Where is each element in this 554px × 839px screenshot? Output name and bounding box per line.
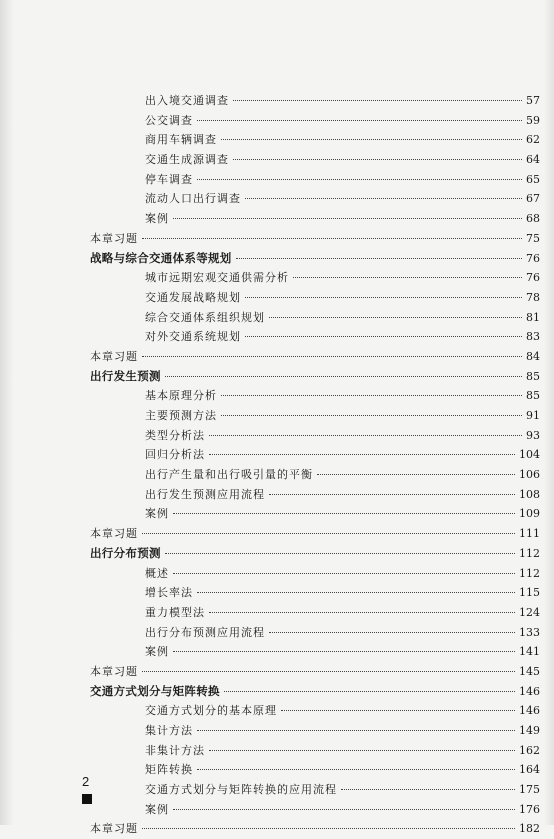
toc-entry-page: 149 <box>519 724 540 737</box>
toc-leader-dots <box>233 159 522 160</box>
toc-leader-dots <box>197 120 522 121</box>
toc-entry-section <box>78 111 540 131</box>
toc-entry-title: 城市远期宏观交通供需分析 <box>145 271 289 285</box>
toc-entry-title: 基本原理分析 <box>145 389 217 403</box>
toc-entry-page: 75 <box>526 231 540 245</box>
toc-entry-page: 145 <box>519 664 540 678</box>
toc-entry-section <box>78 170 540 190</box>
toc-entry-section <box>78 760 540 780</box>
toc-entry-title: 类型分析法 <box>145 428 205 442</box>
toc-leader-dots <box>165 376 522 377</box>
toc-leader-dots <box>233 100 522 101</box>
toc-entry-page: 68 <box>526 212 540 226</box>
toc-entry-page: 104 <box>519 448 540 462</box>
toc-leader-dots <box>197 769 515 770</box>
toc-entry-page: 78 <box>526 290 540 304</box>
toc-leader-dots <box>173 573 515 574</box>
toc-entry-section <box>78 642 540 662</box>
toc-leader-dots <box>165 553 515 554</box>
toc-entry-title: 交通发展战略规划 <box>145 290 241 304</box>
toc-entry-title: 非集计方法 <box>145 743 205 757</box>
toc-entry-title: 本章习题 <box>90 527 138 541</box>
toc-leader-dots <box>173 651 515 652</box>
toc-entry-section <box>78 780 540 800</box>
toc-leader-dots <box>173 513 515 514</box>
toc-entry-page: 67 <box>526 192 540 206</box>
toc-entry-chapter <box>78 544 540 564</box>
toc-leader-dots <box>209 435 522 436</box>
toc-entry-page: 65 <box>526 172 540 186</box>
toc-entry-title: 停车调查 <box>145 172 193 186</box>
toc-entry-page: 164 <box>519 763 540 777</box>
toc-entry-title: 本章习题 <box>90 349 138 363</box>
toc-entry-section <box>78 800 540 820</box>
toc-entry-chapter <box>78 682 540 702</box>
toc-entry-exercise <box>78 662 540 682</box>
toc-entry-section <box>78 386 540 406</box>
toc-entry-section <box>78 485 540 505</box>
toc-leader-dots <box>209 612 515 613</box>
toc-entry-page: 83 <box>526 330 540 344</box>
toc-entry-page: 176 <box>519 802 540 816</box>
toc-entry-title: 战略与综合交通体系等规划 <box>90 250 232 265</box>
toc-leader-dots <box>197 730 515 731</box>
toc-leader-dots <box>317 474 515 475</box>
toc-entry-title: 交通方式划分与矩阵转换 <box>90 683 220 698</box>
toc-leader-dots <box>142 356 522 357</box>
toc-entry-title: 重力模型法 <box>145 605 205 619</box>
toc-leader-dots <box>142 671 515 672</box>
toc-entry-page: 111 <box>519 527 540 541</box>
toc-leader-dots <box>209 454 515 455</box>
toc-entry-section <box>78 130 540 150</box>
toc-entry-section <box>78 268 540 288</box>
table-of-contents <box>78 91 540 839</box>
page-marker-square <box>82 794 92 804</box>
toc-entry-title: 出入境交通调查 <box>145 94 229 107</box>
toc-entry-title: 出行分布预测应用流程 <box>145 625 265 639</box>
toc-entry-section <box>78 406 540 426</box>
toc-entry-page: 76 <box>526 271 540 285</box>
toc-entry-page: 81 <box>526 310 540 324</box>
toc-entry-title: 对外交通系统规划 <box>145 330 241 344</box>
toc-entry-page: 64 <box>526 153 540 167</box>
toc-leader-dots <box>142 533 515 534</box>
toc-entry-title: 矩阵转换 <box>145 763 193 777</box>
toc-leader-dots <box>341 789 515 790</box>
toc-entry-title: 主要预测方法 <box>145 409 217 422</box>
toc-entry-chapter <box>78 367 540 387</box>
toc-entry-title: 公交调查 <box>145 113 193 127</box>
toc-leader-dots <box>221 395 522 396</box>
toc-entry-page: 146 <box>519 704 540 718</box>
page-shadow-left <box>0 0 14 825</box>
toc-leader-dots <box>197 592 515 593</box>
toc-entry-section <box>78 465 540 485</box>
toc-entry-title: 案例 <box>145 802 169 816</box>
toc-entry-title: 出行分布预测 <box>90 545 161 560</box>
toc-entry-page: 124 <box>519 605 540 619</box>
toc-entry-title: 交通生成源调查 <box>145 153 229 167</box>
toc-leader-dots <box>221 415 522 416</box>
toc-entry-section <box>78 721 540 741</box>
toc-entry-page: 146 <box>519 684 540 698</box>
toc-entry-page: 175 <box>519 783 540 797</box>
toc-leader-dots <box>236 258 522 259</box>
toc-entry-section <box>78 426 540 446</box>
toc-entry-section <box>78 445 540 465</box>
toc-entry-exercise <box>78 819 540 839</box>
toc-entry-title: 概述 <box>145 566 169 580</box>
page-number: 2 <box>82 774 90 789</box>
toc-entry-section <box>78 189 540 209</box>
toc-entry-page: 108 <box>519 487 540 501</box>
toc-entry-section <box>78 701 540 721</box>
toc-entry-page: 85 <box>526 369 540 383</box>
toc-entry-title: 出行发生预测应用流程 <box>145 487 265 501</box>
toc-leader-dots <box>197 179 522 180</box>
toc-entry-section <box>78 327 540 347</box>
toc-entry-exercise <box>78 524 540 544</box>
toc-entry-title: 案例 <box>145 212 169 226</box>
toc-entry-page: 106 <box>519 468 540 482</box>
toc-entry-chapter <box>78 249 540 269</box>
toc-entry-title: 商用车辆调查 <box>145 133 217 147</box>
toc-entry-exercise <box>78 347 540 367</box>
toc-entry-section <box>78 308 540 328</box>
toc-entry-section <box>78 209 540 229</box>
toc-entry-title: 交通方式划分的基本原理 <box>145 704 277 718</box>
toc-entry-title: 综合交通体系组织规划 <box>145 310 265 324</box>
toc-leader-dots <box>281 710 515 711</box>
toc-entry-title: 出行发生预测 <box>90 368 161 383</box>
toc-leader-dots <box>269 494 515 495</box>
toc-leader-dots <box>293 277 522 278</box>
toc-entry-section <box>78 91 540 111</box>
toc-entry-section <box>78 623 540 643</box>
toc-entry-page: 62 <box>526 133 540 147</box>
toc-entry-page: 162 <box>519 743 540 757</box>
toc-entry-page: 109 <box>519 507 540 521</box>
toc-entry-title: 流动人口出行调查 <box>145 192 241 206</box>
toc-leader-dots <box>245 297 522 298</box>
toc-entry-section <box>78 741 540 761</box>
toc-entry-section <box>78 564 540 584</box>
toc-entry-page: 93 <box>526 428 540 442</box>
toc-leader-dots <box>269 317 522 318</box>
toc-entry-title: 本章习题 <box>90 664 138 678</box>
toc-entry-page: 57 <box>526 94 540 107</box>
toc-entry-page: 115 <box>519 586 540 600</box>
toc-entry-title: 案例 <box>145 507 169 521</box>
toc-entry-title: 增长率法 <box>145 586 193 600</box>
toc-leader-dots <box>245 198 522 199</box>
toc-leader-dots <box>269 632 515 633</box>
toc-entry-title: 本章习题 <box>90 231 138 245</box>
toc-leader-dots <box>173 218 522 219</box>
toc-leader-dots <box>209 750 515 751</box>
toc-entry-page: 182 <box>519 822 540 836</box>
toc-entry-section <box>78 603 540 623</box>
toc-entry-page: 112 <box>519 546 540 560</box>
toc-entry-title: 案例 <box>145 645 169 659</box>
toc-leader-dots <box>142 828 515 829</box>
toc-leader-dots <box>224 691 515 692</box>
toc-entry-section <box>78 504 540 524</box>
toc-entry-title: 集计方法 <box>145 724 193 737</box>
toc-entry-page: 85 <box>526 389 540 403</box>
toc-entry-page: 133 <box>519 625 540 639</box>
toc-leader-dots <box>173 809 515 810</box>
toc-entry-page: 76 <box>526 251 540 265</box>
toc-entry-title: 回归分析法 <box>145 448 205 462</box>
toc-entry-title: 出行产生量和出行吸引量的平衡 <box>145 468 313 482</box>
toc-entry-section <box>78 288 540 308</box>
toc-entry-page: 91 <box>526 409 540 422</box>
toc-entry-section <box>78 150 540 170</box>
toc-entry-page: 112 <box>519 566 540 580</box>
toc-entry-section <box>78 583 540 603</box>
toc-entry-page: 59 <box>526 113 540 127</box>
toc-entry-page: 141 <box>519 645 540 659</box>
toc-entry-title: 本章习题 <box>90 822 138 836</box>
toc-entry-title: 交通方式划分与矩阵转换的应用流程 <box>145 783 337 797</box>
toc-leader-dots <box>245 336 522 337</box>
toc-leader-dots <box>142 238 522 239</box>
toc-entry-page: 84 <box>526 349 540 363</box>
page-shadow-right <box>544 0 554 825</box>
toc-leader-dots <box>221 139 522 140</box>
toc-entry-exercise <box>78 229 540 249</box>
